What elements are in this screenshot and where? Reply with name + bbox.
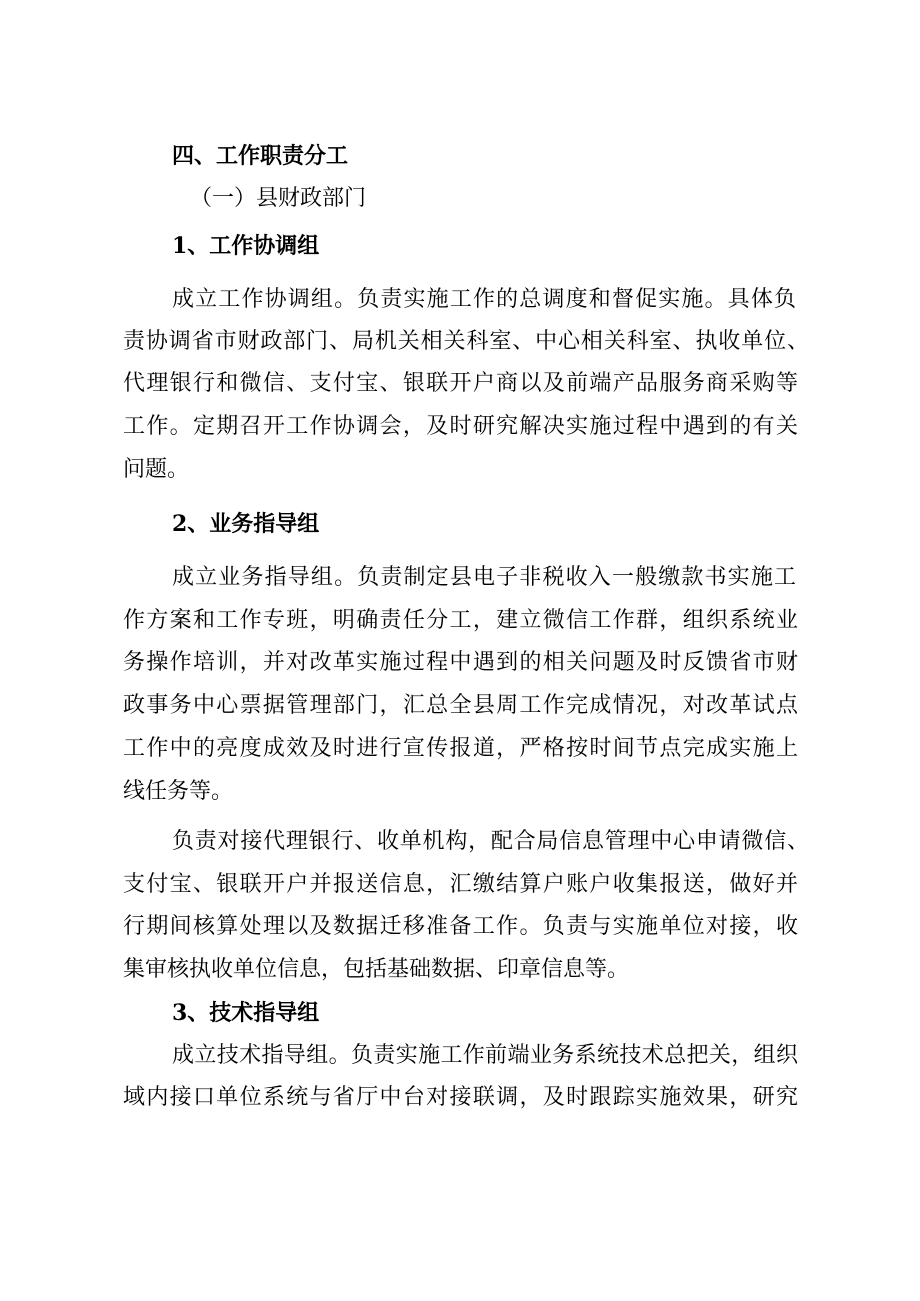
paragraph-line: 支付宝、银联开户并报送信息，汇缴结算户账户收集报送，做好并 [123, 872, 798, 897]
subsection-title: （一）县财政部门 [190, 186, 367, 211]
paragraph-line: 工作中的亮度成效及时进行宣传报道，严格按时间节点完成实施上 [123, 736, 798, 761]
paragraph-line: 工作。定期召开工作协调会，及时研究解决实施过程中遇到的有关 [123, 414, 798, 439]
paragraph-line: 作方案和工作专班，明确责任分工，建立微信工作群，组织系统业 [123, 608, 798, 633]
paragraph-line: 成立工作协调组。负责实施工作的总调度和督促实施。具体负 [172, 287, 796, 312]
group-heading-business: 2、业务指导组 [172, 511, 320, 537]
paragraph-line: 责协调省市财政部门、局机关相关科室、中心相关科室、执收单位、 [123, 329, 809, 354]
section-title: 四、工作职责分工 [172, 143, 349, 169]
group-heading-coordination: 1、工作协调组 [172, 233, 320, 259]
paragraph-line: 域内接口单位系统与省厅中台对接联调，及时跟踪实施效果，研究 [123, 1085, 798, 1110]
paragraph-line: 集审核执收单位信息，包括基础数据、印章信息等。 [123, 957, 630, 982]
paragraph-line: 问题。 [123, 457, 190, 482]
paragraph-line: 负责对接代理银行、收单机构，配合局信息管理中心申请微信、 [172, 829, 809, 854]
paragraph-line: 政事务中心票据管理部门，汇总全县周工作完成情况，对改革试点 [123, 693, 798, 718]
paragraph-line: 行期间核算处理以及数据迁移准备工作。负责与实施单位对接，收 [123, 914, 798, 939]
paragraph-line: 成立技术指导组。负责实施工作前端业务系统技术总把关，组织 [172, 1043, 798, 1068]
paragraph-line: 线任务等。 [123, 779, 234, 804]
group-heading-technical: 3、技术指导组 [172, 1000, 320, 1026]
paragraph-line: 务操作培训，并对改革实施过程中遇到的相关问题及时反馈省市财 [123, 650, 798, 675]
paragraph-line: 成立业务指导组。负责制定县电子非税收入一般缴款书实施工 [172, 565, 796, 590]
paragraph-line: 代理银行和微信、支付宝、银联开户商以及前端产品服务商采购等 [123, 371, 798, 396]
